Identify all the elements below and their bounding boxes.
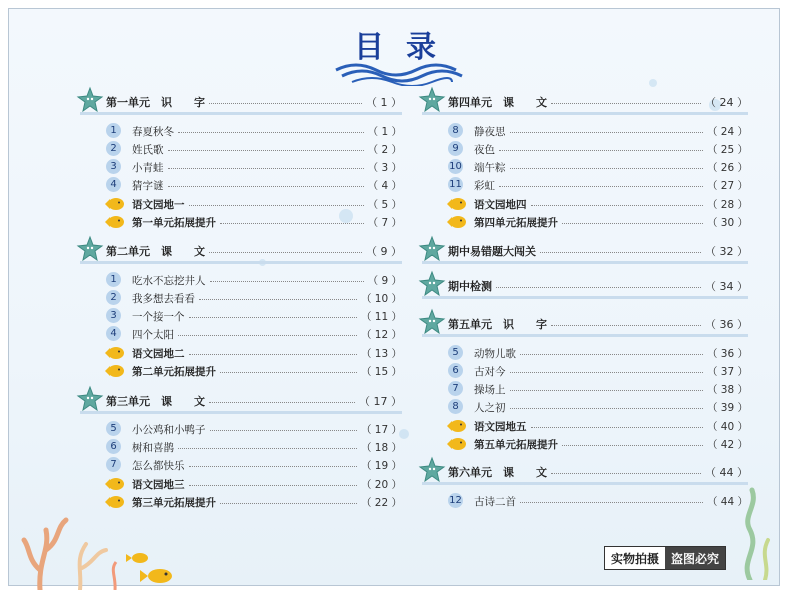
toc-lesson-item[interactable] (448, 381, 748, 397)
page-number: （ 22 ） (360, 497, 402, 509)
lesson-number-badge: 2 (106, 141, 121, 156)
page-number: （ 9 ） (367, 275, 402, 287)
starfish-icon (418, 235, 446, 263)
entry-title: 古诗二首 (474, 496, 516, 508)
entry-title: 姓氏歌 (132, 144, 164, 156)
dot-leader (520, 502, 703, 503)
section-title: 第二单元 课 文 (106, 245, 205, 258)
watermark-badge (604, 546, 726, 570)
section-underline (422, 334, 748, 337)
section-underline (422, 296, 748, 299)
entry-title: 四个太阳 (132, 329, 174, 341)
page-number: （ 34 ） (705, 280, 748, 293)
dot-leader (210, 430, 357, 431)
toc-lesson-item[interactable] (106, 123, 402, 139)
toc-supplement-item[interactable] (106, 196, 402, 212)
dot-leader (189, 205, 364, 206)
lesson-number-badge: 3 (106, 159, 121, 174)
entry-title: 第五单元拓展提升 (474, 439, 558, 451)
dot-leader (499, 150, 703, 151)
starfish-icon (418, 456, 446, 484)
dot-leader (496, 287, 701, 288)
entry-title: 第三单元拓展提升 (132, 497, 216, 509)
toc-supplement-item[interactable] (448, 214, 748, 230)
entry-title: 一个接一个 (132, 311, 185, 323)
page-number: （ 10 ） (360, 293, 402, 305)
dot-leader (178, 132, 364, 133)
entry-title: 操场上 (474, 384, 506, 396)
toc-supplement-item[interactable] (448, 196, 748, 212)
dot-leader (189, 354, 357, 355)
dot-leader (210, 281, 364, 282)
toc-supplement-item[interactable] (106, 214, 402, 230)
lesson-number-badge: 8 (448, 123, 463, 138)
lesson-number-badge: 5 (106, 421, 121, 436)
section-underline (80, 411, 402, 414)
page-number: （ 36 ） (705, 318, 748, 331)
toc-supplement-item[interactable] (448, 418, 748, 434)
page-number: （ 36 ） (706, 348, 748, 360)
section-underline (80, 112, 402, 115)
dot-leader (562, 445, 703, 446)
section-underline (80, 261, 402, 264)
entry-title: 树和喜鹊 (132, 442, 174, 454)
entry-title: 语文园地三 (132, 479, 185, 491)
toc-lesson-item[interactable] (448, 177, 748, 193)
seaweed-decoration-icon (720, 460, 780, 580)
entry-title: 语文园地四 (474, 199, 527, 211)
wave-ornament-icon (332, 58, 468, 86)
dot-leader (551, 103, 701, 104)
toc-section-heading[interactable] (422, 314, 748, 336)
page-number: （ 37 ） (706, 366, 748, 378)
dot-leader (220, 223, 364, 224)
toc-lesson-item[interactable] (106, 326, 402, 342)
entry-title: 语文园地五 (474, 421, 527, 433)
toc-section-heading[interactable] (422, 92, 748, 114)
page-number: （ 38 ） (706, 384, 748, 396)
coral-decoration-icon (20, 480, 190, 590)
page-number: （ 9 ） (366, 245, 402, 258)
entry-title: 第四单元拓展提升 (474, 217, 558, 229)
page-number: （ 30 ） (706, 217, 748, 229)
toc-lesson-item[interactable] (106, 421, 402, 437)
page-number: （ 42 ） (706, 439, 748, 451)
goldfish-icon (103, 197, 125, 211)
starfish-icon (76, 86, 104, 114)
page-number: （ 20 ） (360, 479, 402, 491)
watermark-left: 实物拍摄 (605, 547, 665, 569)
dot-leader (510, 390, 703, 391)
lesson-number-badge: 5 (448, 345, 463, 360)
entry-title: 第一单元拓展提升 (132, 217, 216, 229)
toc-section-heading[interactable] (80, 241, 402, 263)
toc-supplement-item[interactable] (448, 436, 748, 452)
dot-leader (551, 325, 701, 326)
toc-lesson-item[interactable] (106, 457, 402, 473)
dot-leader (531, 427, 703, 428)
section-title: 期中易错题大闯关 (448, 245, 536, 258)
lesson-number-badge: 1 (106, 272, 121, 287)
entry-title: 静夜思 (474, 126, 506, 138)
goldfish-icon (103, 364, 125, 378)
entry-title: 古对今 (474, 366, 506, 378)
lesson-number-badge: 3 (106, 308, 121, 323)
section-title: 期中检测 (448, 280, 492, 293)
watermark-right: 盗图必究 (665, 547, 725, 569)
dot-leader (199, 299, 357, 300)
goldfish-icon (445, 197, 467, 211)
page-number: （ 7 ） (367, 217, 402, 229)
lesson-number-badge: 10 (449, 161, 462, 172)
starfish-icon (418, 86, 446, 114)
dot-leader (209, 252, 362, 253)
page-number: （ 1 ） (367, 126, 402, 138)
section-title: 第一单元 识 字 (106, 96, 205, 109)
page-number: （ 1 ） (366, 96, 402, 109)
goldfish-icon (103, 215, 125, 229)
starfish-icon (418, 270, 446, 298)
dot-leader (168, 168, 364, 169)
toc-lesson-item[interactable] (448, 141, 748, 157)
page-number: （ 4 ） (367, 180, 402, 192)
page-number: （ 12 ） (360, 329, 402, 341)
page-number: （ 15 ） (360, 366, 402, 378)
entry-title: 我多想去看看 (132, 293, 195, 305)
page-number: （ 11 ） (360, 311, 402, 323)
lesson-number-badge: 9 (448, 141, 463, 156)
lesson-number-badge: 12 (449, 495, 462, 506)
starfish-icon (76, 385, 104, 413)
page-number: （ 3 ） (367, 162, 402, 174)
dot-leader (178, 335, 357, 336)
page-number: （ 5 ） (367, 199, 402, 211)
entry-title: 语文园地二 (132, 348, 185, 360)
entry-title: 第二单元拓展提升 (132, 366, 216, 378)
section-title: 第五单元 识 字 (448, 318, 547, 331)
dot-leader (510, 408, 703, 409)
lesson-number-badge: 4 (106, 177, 121, 192)
entry-title: 小公鸡和小鸭子 (132, 424, 206, 436)
toc-lesson-item[interactable] (448, 345, 748, 361)
dot-leader (168, 150, 364, 151)
entry-title: 怎么都快乐 (132, 460, 185, 472)
entry-title: 吃水不忘挖井人 (132, 275, 206, 287)
section-title: 第四单元 课 文 (448, 96, 547, 109)
page-title: 目录 (354, 30, 458, 65)
toc-supplement-item[interactable] (106, 363, 402, 379)
section-underline (422, 482, 748, 485)
lesson-number-badge: 2 (106, 290, 121, 305)
dot-leader (510, 372, 703, 373)
toc-section-heading[interactable] (422, 276, 748, 298)
toc-lesson-item[interactable] (448, 493, 748, 509)
dot-leader (189, 485, 357, 486)
entry-title: 夜色 (474, 144, 495, 156)
lesson-number-badge: 4 (106, 326, 121, 341)
page-number: （ 32 ） (705, 245, 748, 258)
page-number: （ 28 ） (706, 199, 748, 211)
lesson-number-badge: 7 (448, 381, 463, 396)
dot-leader (510, 168, 703, 169)
section-underline (422, 112, 748, 115)
toc-lesson-item[interactable] (106, 177, 402, 193)
page-number: （ 24 ） (706, 126, 748, 138)
lesson-number-badge: 11 (449, 179, 462, 190)
toc-lesson-item[interactable] (448, 363, 748, 379)
toc-lesson-item[interactable] (106, 141, 402, 157)
toc-section-heading[interactable] (80, 92, 402, 114)
toc-lesson-item[interactable] (106, 290, 402, 306)
dot-leader (189, 466, 357, 467)
toc-lesson-item[interactable] (106, 439, 402, 455)
entry-title: 语文园地一 (132, 199, 185, 211)
lesson-number-badge: 6 (448, 363, 463, 378)
dot-leader (168, 186, 364, 187)
lesson-number-badge: 6 (106, 439, 121, 454)
dot-leader (510, 132, 703, 133)
toc-lesson-item[interactable] (448, 123, 748, 139)
toc-section-heading[interactable] (422, 241, 748, 263)
page-number: （ 25 ） (706, 144, 748, 156)
starfish-icon (76, 235, 104, 263)
lesson-number-badge: 7 (106, 457, 121, 472)
toc-lesson-item[interactable] (448, 159, 748, 175)
entry-title: 端午粽 (474, 162, 506, 174)
page-number: （ 2 ） (367, 144, 402, 156)
toc-lesson-item[interactable] (106, 272, 402, 288)
goldfish-icon (103, 346, 125, 360)
dot-leader (178, 448, 357, 449)
toc-lesson-item[interactable] (106, 308, 402, 324)
dot-leader (189, 317, 357, 318)
entry-title: 动物儿歌 (474, 348, 516, 360)
page-number: （ 44 ） (705, 466, 748, 479)
page-number: （ 39 ） (706, 402, 748, 414)
page-number: （ 17 ） (359, 395, 402, 408)
page-number: （ 17 ） (360, 424, 402, 436)
dot-leader (209, 103, 362, 104)
entry-title: 猜字谜 (132, 180, 164, 192)
goldfish-icon (445, 419, 467, 433)
dot-leader (209, 402, 355, 403)
dot-leader (220, 372, 357, 373)
entry-title: 小青蛙 (132, 162, 164, 174)
entry-title: 彩虹 (474, 180, 495, 192)
section-underline (422, 261, 748, 264)
entry-title: 人之初 (474, 402, 506, 414)
toc-section-heading[interactable] (422, 462, 748, 484)
dot-leader (562, 223, 703, 224)
lesson-number-badge: 8 (448, 399, 463, 414)
dot-leader (531, 205, 703, 206)
goldfish-icon (445, 215, 467, 229)
dot-leader (540, 252, 701, 253)
page-number: （ 13 ） (360, 348, 402, 360)
page-number: （ 40 ） (706, 421, 748, 433)
dot-leader (220, 503, 357, 504)
page-number: （ 24 ） (705, 96, 748, 109)
section-title: 第三单元 课 文 (106, 395, 205, 408)
lesson-number-badge: 1 (106, 123, 121, 138)
page-number: （ 19 ） (360, 460, 402, 472)
bubble-decoration (649, 79, 657, 87)
dot-leader (520, 354, 703, 355)
toc-lesson-item[interactable] (106, 159, 402, 175)
page-number: （ 44 ） (706, 496, 748, 508)
entry-title: 春夏秋冬 (132, 126, 174, 138)
page-number: （ 26 ） (706, 162, 748, 174)
dot-leader (551, 473, 701, 474)
page-number: （ 27 ） (706, 180, 748, 192)
page-number: （ 18 ） (360, 442, 402, 454)
toc-section-heading[interactable] (80, 391, 402, 413)
toc-supplement-item[interactable] (106, 345, 402, 361)
section-title: 第六单元 课 文 (448, 466, 547, 479)
starfish-icon (418, 308, 446, 336)
goldfish-icon (445, 437, 467, 451)
dot-leader (499, 186, 703, 187)
toc-lesson-item[interactable] (448, 399, 748, 415)
